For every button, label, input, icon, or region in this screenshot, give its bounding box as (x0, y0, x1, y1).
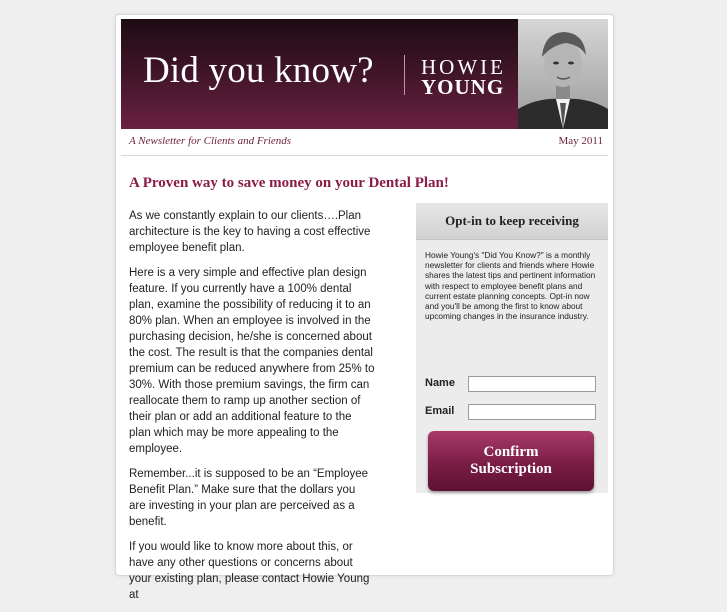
email-label: Email (425, 405, 455, 417)
issue-date: May 2011 (558, 135, 603, 147)
optin-heading: Opt-in to keep receiving (416, 203, 608, 240)
article-paragraph: If you would like to know more about this, or have any other questions or concerns about your existing plan, please contact Howie Young at (129, 541, 370, 601)
optin-description: Howie Young's "Did You Know?" is a monthly newsletter for clients and friends where Howie shares the latest tips and pertinent information with respect to employee benefit plans and current estate planning concepts. Opt-in now and you'll be among the first to know about upcoming changes in the insurance industry. (425, 250, 596, 322)
banner-divider (404, 55, 405, 95)
article-paragraph: Remember...it is supposed to be an “Employee Benefit Plan.” Make sure that the dollars you are investing in your plan are perceived as a benefit. (129, 468, 369, 528)
newsletter-tagline: A Newsletter for Clients and Friends (129, 135, 292, 147)
name-input[interactable] (468, 376, 596, 392)
newsletter-page (115, 14, 614, 601)
brand-first-name: HOWIE (421, 55, 506, 79)
header-divider (121, 155, 608, 156)
article-body (129, 208, 375, 612)
brand-last-name: YOUNG (421, 75, 505, 99)
header-banner (121, 19, 608, 129)
howie-young-portrait (518, 19, 608, 129)
article-paragraph: As we constantly explain to our clients….Plan architecture is the key to having a cost effective employee benefit plan. (129, 210, 371, 254)
name-label: Name (425, 377, 455, 389)
article-headline: A Proven way to save money on your Dental Plan! (129, 175, 449, 191)
email-input[interactable] (468, 404, 596, 420)
optin-box (416, 203, 608, 493)
newsletter-title: Did you know? (143, 50, 374, 91)
confirm-button-line1: Confirm (483, 444, 539, 460)
confirm-button-line2: Subscription (470, 461, 552, 477)
confirm-subscription-button[interactable] (428, 431, 594, 491)
article-paragraph: Here is a very simple and effective plan design feature. If you currently have a 100% dental plan, examine the possibility of reducing it to an 80% plan. When an employee is involved in the purchasing decision, he/she is concerned about the cost. The result is that the companies dental premium can be reduced anywhere from 25% to 30%. With those premium savings, the firm can reallocate them to ramp up another section of their plan or add an additional feature to the plan which may be more appealing to the employee. (129, 267, 375, 455)
tagline-row (129, 135, 603, 151)
